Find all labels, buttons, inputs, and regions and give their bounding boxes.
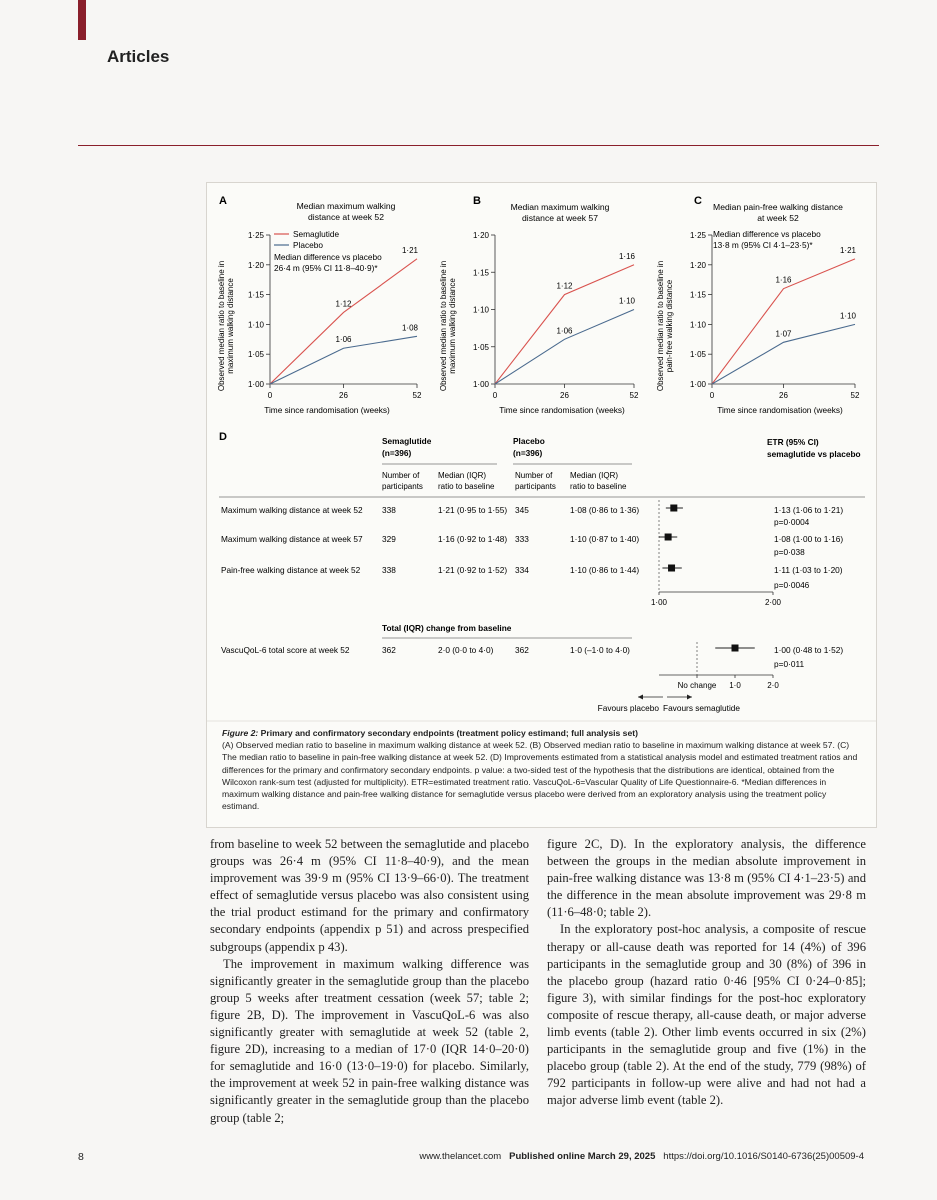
y-tick-label: 1·25 [247,231,264,240]
y-tick-label: 1·20 [689,260,706,270]
favours-placebo-label: Favours placebo [597,703,659,713]
row1-plac-n: 345 [515,505,529,515]
x-tick-label: 26 [779,391,788,400]
forest-plot-primary [651,500,782,607]
data-label: 1·07 [775,329,792,339]
data-label: 1·12 [556,281,573,291]
y-tick-label: 1·10 [247,320,264,330]
series-line-semaglutide [270,259,417,384]
legend-placebo-label: Placebo [293,240,323,250]
favours-placebo-arrowhead [638,695,643,700]
panel-b-ylabel-2: maximum walking distance [448,278,457,374]
y-tick-label: 1·25 [689,231,706,240]
sema-header-1: Semaglutide [382,436,432,446]
sema-sub-m-1: Median (IQR) [438,471,487,480]
y-tick-label: 1·05 [689,350,706,360]
panel-d-letter: D [219,431,227,443]
vascu-plac-n: 362 [515,645,529,655]
panel-a-letter: A [219,195,227,207]
panel-b-letter: B [473,195,481,207]
vascu-sema-n: 362 [382,645,396,655]
x-tick-label: 26 [560,391,569,400]
y-tick-label: 1·15 [247,290,264,300]
row2-sema-median: 1·16 (0·92 to 1·48) [438,534,508,544]
row1-p: p=0·0004 [774,517,810,527]
favours-semaglutide-arrowhead [687,695,692,700]
row1-sema-median: 1·21 (0·95 to 1·55) [438,505,508,515]
x-tick-label: 26 [339,391,348,400]
row3-plac-median: 1·10 (0·86 to 1·44) [570,565,640,575]
panel-a-title-2: distance at week 52 [308,212,384,222]
row2-sema-n: 329 [382,534,396,544]
row3-p: p=0·0046 [774,580,810,590]
forest-plot-vascuqol [659,642,779,690]
forest-tick-label: 1·0 [729,681,741,690]
row1-plac-median: 1·08 (0·86 to 1·36) [570,505,640,515]
sema-sub-n-1: Number of [382,471,420,480]
panel-c-chart [690,231,860,400]
footer-site[interactable]: www.thelancet.com [419,1151,502,1162]
plac-header-1: Placebo [513,436,545,446]
caption-lead: Figure 2: [222,728,259,738]
panel-c-ylabel-2: pain-free walking distance [665,279,674,373]
row1-sema-n: 338 [382,505,396,515]
body-column-2 [547,836,866,1110]
plac-header-2: (n=396) [513,448,543,458]
panel-a-xlabel: Time since randomisation (weeks) [264,405,390,415]
panel-b-xlabel: Time since randomisation (weeks) [499,405,625,415]
data-label: 1·16 [775,275,792,285]
favours-semaglutide-label: Favours semaglutide [663,703,741,713]
page-number: 8 [78,1151,84,1163]
row2-plac-n: 333 [515,534,529,544]
x-tick-label: 52 [850,391,860,400]
section-label: Articles [107,47,170,66]
y-tick-label: 1·15 [689,290,706,300]
y-tick-label: 1·10 [689,320,706,330]
panel-b-title-1: Median maximum walking [510,202,610,212]
y-tick-label: 1·00 [689,380,706,389]
footer-published: Published online March 29, 2025 [509,1151,656,1162]
data-label: 1·16 [618,251,636,261]
forest-tick-label: 2·0 [767,681,779,690]
row2-p: p=0·038 [774,547,805,557]
sema-sub-n-2: participants [382,482,423,491]
x-tick-label: 52 [629,391,639,400]
panel-c-letter: C [694,195,702,207]
col1-paragraph-1: from baseline to week 52 between the semaglutide and placebo groups was 26·4 m (95% CI 11·8–40·9), and the mean improvement was 39·9 m (95% CI 13·9–66·0). The treatment effect of semaglutide versus placebo was also consistent using the trial product estimand for the primary and confirmatory secondary endpoints (appendix p 51) and across prespecified subgroups (appendix p 43). [210,837,529,954]
figure-caption [222,727,862,812]
col1-paragraph-2: The improvement in maximum walking difference was significantly greater in the semaglutide group than the placebo group 5 weeks after treatment cessation (week 57; table 2; figure 2B, D). The improvement in VascuQoL-6 was also significantly greater with semaglutide at week 52 (table 2, figure 2D), increasing to a median of 17·0 (IQR 14·0–20·0) for semaglutide and 16·0 (13·0–19·0) for placebo. Similarly, the improvement at week 52 in pain-free walking distance was significantly greater in the semaglutide group than the placebo group (table 2; [210,956,529,1125]
vascu-sema-change: 2·0 (0·0 to 4·0) [438,645,494,655]
panel-c-annotation-1: Median difference vs placebo [713,229,821,239]
y-tick-label: 1·05 [247,350,264,360]
data-label: 1·10 [839,311,857,321]
row2-plac-median: 1·10 (0·87 to 1·40) [570,534,640,544]
legend-semaglutide-label: Semaglutide [293,229,340,239]
row3-sema-n: 338 [382,565,396,575]
forest-tick-label: 2·00 [764,598,782,607]
panel-c-xlabel: Time since randomisation (weeks) [717,405,843,415]
footer-doi[interactable]: https://doi.org/10.1016/S0140-6736(25)00509-4 [663,1151,864,1162]
plac-sub-n-2: participants [515,482,556,491]
caption-title: Primary and confirmatory secondary endpoints (treatment policy estimand; full analysis set) [258,728,638,738]
sema-header-2: (n=396) [382,448,412,458]
x-tick-label: 0 [492,391,498,400]
data-label: 1·21 [401,245,419,255]
vascu-plac-change: 1·0 (–1·0 to 4·0) [570,645,630,655]
footer-citation [419,1151,864,1162]
panel-b-ylabel-1: Observed median ratio to baseline in [439,260,448,392]
etr-header-1: ETR (95% CI) [767,437,819,447]
journal-accent-bar [78,0,86,40]
data-label: 1·21 [839,245,857,255]
row3-label: Pain-free walking distance at week 52 [221,565,361,575]
y-tick-label: 1·20 [247,260,264,270]
x-tick-label: 0 [709,391,715,400]
point-estimate [668,565,675,572]
panel-a-ylabel-1: Observed median ratio to baseline in [217,260,226,392]
panel-a-annotation-1: Median difference vs placebo [274,252,382,262]
panel-b-chart [473,231,639,400]
y-tick-label: 1·20 [472,231,489,240]
data-label: 1·10 [618,296,636,306]
sema-sub-m-2: ratio to baseline [438,482,495,491]
row2-label: Maximum walking distance at week 57 [221,534,363,544]
row3-etr: 1·11 (1·03 to 1·20) [774,565,843,575]
panel-c-ylabel-1: Observed median ratio to baseline in [656,260,665,392]
data-label: 1·06 [556,326,573,336]
y-tick-label: 1·00 [472,380,489,389]
vascu-label: VascuQoL-6 total score at week 52 [221,645,350,655]
panel-a-title-1: Median maximum walking [296,201,396,211]
row3-sema-median: 1·21 (0·92 to 1·52) [438,565,508,575]
forest-tick-label: No change [677,681,717,690]
data-label: 1·06 [335,335,352,345]
y-tick-label: 1·05 [472,342,489,352]
row1-label: Maximum walking distance at week 52 [221,505,363,515]
panel-a-ylabel-2: maximum walking distance [226,278,235,374]
point-estimate [665,534,672,541]
series-line-placebo [495,310,634,385]
panel-a-annotation-2: 26·4 m (95% CI 11·8–40·9)* [274,263,378,273]
vascu-p: p=0·011 [774,659,805,669]
y-tick-label: 1·00 [247,380,264,389]
data-label: 1·08 [401,323,419,333]
row1-etr: 1·13 (1·06 to 1·21) [774,505,844,515]
total-change-header: Total (IQR) change from baseline [382,623,512,633]
y-tick-label: 1·10 [472,305,489,315]
x-tick-label: 0 [267,391,273,400]
panel-c-annotation-2: 13·8 m (95% CI 4·1–23·5)* [713,240,813,250]
body-column-1 [210,836,529,1127]
caption-text: (A) Observed median ratio to baseline in maximum walking distance at week 52. (B) Observed median ratio to baseline in maximum walking distance at week 57. (C) The median ratio to baseline in pain-free walking distance at week 52. (D) Improvements estimated from a statistical analysis model and estimated treatment ratios and differences for the primary and confirmatory secondary endpoints. p value: a two-sided test of the hypothesis that the distributions are identical, obtained from the Wilcoxon rank-sum test (adjusted for multiplicity). ETR=estimated treatment ratio. VascuQoL-6=Vascular Quality of Life Questionnaire-6. *Median differences in maximum walking distance and pain-free walking distance for semaglutide versus placebo were derived from an exploratory analysis using the treatment policy estimand. [222,740,858,812]
row2-etr: 1·08 (1·00 to 1·16) [774,534,844,544]
point-estimate [732,645,739,652]
point-estimate [670,505,677,512]
panel-c-title-2: at week 52 [757,213,799,223]
panel-c-title-1: Median pain-free walking distance [713,202,843,212]
col2-paragraph-2: In the exploratory post-hoc analysis, a composite of rescue therapy or all-cause death was reported for 14 (4%) of 396 participants in the semaglutide group and 30 (8%) of 396 in the placebo group (hazard ratio 0·46 [95% CI 0·24–0·85]; figure 3), with similar findings for the post-hoc exploratory composite of rescue therapy, all-cause death, or major adverse limb events (table 2). Other limb events occurred in six (2%) participants in the semaglutide group and five (1%) in the placebo group (table 2). At the end of the study, 779 (98%) of 792 participants in follow-up were alive and had not had a major adverse limb event (table 2). [547,922,866,1108]
plac-sub-m-2: ratio to baseline [570,482,627,491]
plac-sub-n-1: Number of [515,471,553,480]
forest-tick-label: 1·00 [650,598,668,607]
vascu-etr: 1·00 (0·48 to 1·52) [774,645,844,655]
y-tick-label: 1·15 [472,268,489,278]
header-rule [78,145,879,146]
data-label: 1·12 [335,299,352,309]
x-tick-label: 52 [412,391,422,400]
etr-header-2: semaglutide vs placebo [767,449,861,459]
row3-plac-n: 334 [515,565,529,575]
plac-sub-m-1: Median (IQR) [570,471,619,480]
col2-paragraph-1: figure 2C, D). In the exploratory analysis, the difference between the groups in the median absolute improvement in pain-free walking distance was 13·8 m (95% CI 4·1–23·5) and the difference in the mean absolute improvement was 29·8 m (11·6–48·0; table 2). [547,837,866,920]
panel-b-title-2: distance at week 57 [522,213,598,223]
